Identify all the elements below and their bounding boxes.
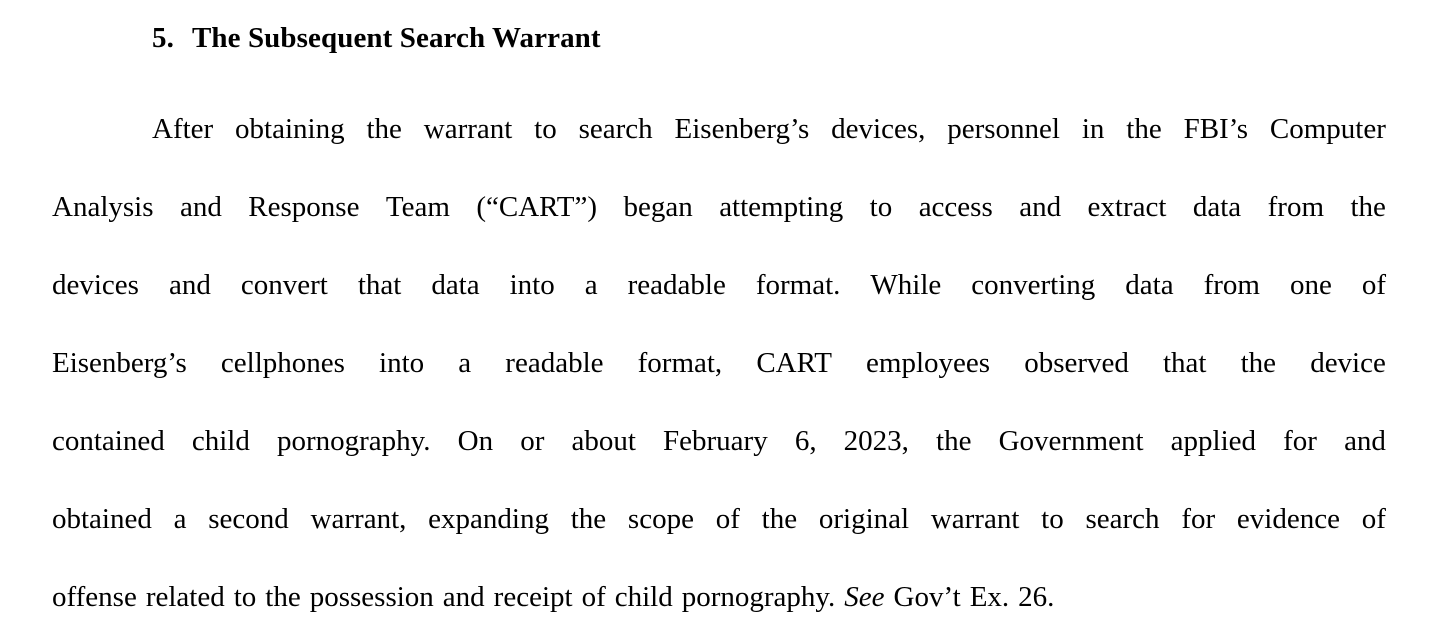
paragraph-word: search [1085,503,1160,535]
paragraph-word: warrant [423,113,513,145]
paragraph-word: of [1361,503,1386,535]
paragraph-word: offense [52,581,137,613]
paragraph-word: a [458,347,472,379]
paragraph-line [52,402,1386,480]
paragraph-word: Response [248,191,360,223]
paragraph-word: observed [1024,347,1129,379]
paragraph-word: (“CART”) [476,191,598,223]
paragraph-word: format. [755,269,841,301]
section-number: 5. [152,22,174,54]
paragraph-word: and [179,191,222,223]
paragraph-word: search [578,113,653,145]
paragraph-word: began [623,191,693,223]
paragraph-word: in [1081,113,1105,145]
paragraph-line [52,324,1386,402]
paragraph-word: See [844,581,885,613]
paragraph-word: converting [971,269,1096,301]
paragraph-word: the [570,503,607,535]
paragraph-word: related [145,581,225,613]
paragraph-word: warrant, [310,503,407,535]
paragraph-word: Computer [1269,113,1386,145]
paragraph-word: the [1350,191,1386,223]
paragraph-word: or [520,425,545,457]
paragraph-word: to [1041,503,1064,535]
paragraph-word: a [173,503,187,535]
paragraph-word: extract [1087,191,1167,223]
paragraph-word: devices, [831,113,926,145]
paragraph-word: obtaining [235,113,345,145]
paragraph-word: data [1192,191,1242,223]
paragraph-body [52,90,1386,636]
paragraph-word: to [869,191,893,223]
paragraph-word: personnel [947,113,1060,145]
paragraph-word: Gov’t [893,581,961,613]
paragraph-word: and [1344,425,1386,457]
paragraph-word: readable [505,347,604,379]
paragraph-line [52,90,1386,168]
paragraph-word: scope [627,503,694,535]
paragraph-word: data [431,269,480,301]
paragraph-word: to [233,581,257,613]
paragraph-word: readable [627,269,726,301]
paragraph-word: 26. [1018,581,1055,613]
paragraph-word: cellphones [220,347,345,379]
paragraph-word: that [1163,347,1207,379]
paragraph-word: to [534,113,557,145]
paragraph-word: original [818,503,910,535]
paragraph-word: Government [998,425,1144,457]
paragraph-word: into [509,269,555,301]
paragraph-word: CART [756,347,832,379]
paragraph-word: pornography. [681,581,836,613]
paragraph-word: Team [385,191,450,223]
paragraph-word: February [663,425,768,457]
paragraph-word: employees [866,347,991,379]
paragraph-word: 6, [794,425,817,457]
paragraph-word: of [581,581,606,613]
paragraph-word: devices [52,269,139,301]
paragraph-word: FBI’s [1183,113,1249,145]
paragraph-word: Eisenberg’s [52,347,187,379]
paragraph-word: and [168,269,211,301]
paragraph-word: After [152,113,214,145]
paragraph-word: the [1126,113,1162,145]
paragraph-word: about [571,425,636,457]
paragraph-word: format, [637,347,723,379]
paragraph-word: and [1019,191,1062,223]
paragraph-word: of [1361,269,1386,301]
paragraph-line [52,246,1386,324]
paragraph-word: convert [240,269,328,301]
paragraph-word: receipt [493,581,573,613]
paragraph-word: 2023, [843,425,909,457]
paragraph-word: the [1240,347,1277,379]
paragraph-word: from [1203,269,1260,301]
paragraph-word: the [366,113,402,145]
section-title: The Subsequent Search Warrant [191,22,601,54]
paragraph-word: access [918,191,993,223]
paragraph-word: for [1181,503,1216,535]
paragraph-word: the [936,425,972,457]
paragraph-word: Eisenberg’s [674,113,810,145]
paragraph-word: of [715,503,740,535]
paragraph-word: possession [309,581,434,613]
paragraph-word: child [614,581,673,613]
section-heading [152,22,601,55]
paragraph-word: from [1267,191,1325,223]
paragraph-word: Ex. [969,581,1010,613]
paragraph-line [52,558,1386,636]
paragraph-word: While [870,269,942,301]
paragraph-word: obtained [52,503,152,535]
paragraph-word: the [265,581,301,613]
paragraph-word: for [1283,425,1317,457]
paragraph-word: data [1125,269,1174,301]
paragraph-line [52,480,1386,558]
paragraph-word: that [357,269,402,301]
paragraph-word: applied [1170,425,1257,457]
paragraph-word: evidence [1236,503,1340,535]
paragraph-word: a [584,269,598,301]
paragraph-word: attempting [719,191,844,223]
paragraph-word: the [761,503,798,535]
paragraph-word: child [191,425,250,457]
paragraph-word: second [208,503,289,535]
paragraph-word: Analysis [52,191,154,223]
paragraph-word: and [442,581,485,613]
paragraph-word: device [1310,347,1386,379]
paragraph-word: one [1289,269,1332,301]
paragraph-word: expanding [428,503,549,535]
paragraph-word: warrant [930,503,1020,535]
paragraph-word: into [379,347,425,379]
paragraph-word: contained [52,425,165,457]
paragraph-word: On [457,425,494,457]
paragraph-line [52,168,1386,246]
paragraph-word: pornography. [276,425,431,457]
